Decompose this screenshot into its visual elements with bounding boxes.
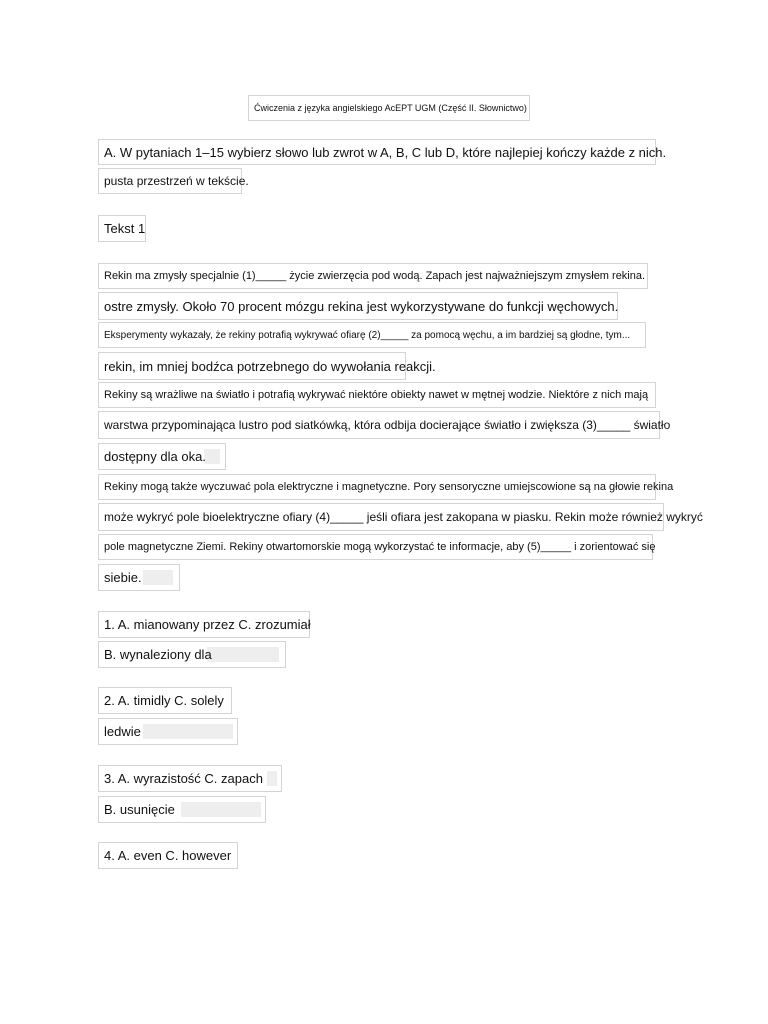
instructions-line-1-text: A. W pytaniach 1–15 wybierz słowo lub zwrot w A, B, C lub D, które najlepiej kończy każde z nich.	[104, 144, 667, 160]
question-1-line-1	[98, 611, 310, 638]
passage-line-5-text: Rekiny są wrażliwe na światło i potrafią wykrywać niektóre obiekty nawet w mętnej wodzie. Niektóre z nich mają	[104, 389, 649, 401]
highlight-shade	[267, 771, 277, 786]
passage-line-10-text: pole magnetyczne Ziemi. Rekiny otwartomorskie mogą wykorzystać te informacje, aby (5)_____ i zorientować się	[104, 541, 656, 553]
question-3-option-b-text: B. usunięcie	[104, 802, 175, 817]
question-4-line-1	[98, 842, 238, 869]
passage-line-3-text: Eksperymenty wykazały, że rekiny potrafią wykrywać ofiarę (2)_____ za pomocą węchu, a im bardziej są głodne, tym...	[104, 329, 631, 341]
text-heading	[98, 215, 146, 242]
question-3-line-1	[98, 765, 282, 792]
passage-line-8	[98, 474, 674, 500]
passage-line-5	[98, 382, 656, 408]
passage-line-7	[98, 443, 226, 470]
passage-line-11-text: siebie.	[104, 570, 142, 585]
passage-line-4-text: rekin, im mniej bodźca potrzebnego do wywołania reakcji.	[104, 358, 436, 374]
page-title	[248, 95, 530, 121]
instructions-line-2-text: pusta przestrzeń w tekście.	[104, 174, 249, 188]
question-2-line-1	[98, 687, 232, 714]
page-title-text: Ćwiczenia z języka angielskiego AcEPT UGM (Część II. Słownictwo)	[254, 103, 527, 113]
question-3-line-2	[98, 796, 266, 823]
highlight-shade	[143, 724, 233, 739]
question-1-option-b-text: B. wynaleziony dla	[104, 647, 212, 662]
question-1-options-text: 1. A. mianowany przez C. zrozumiał	[104, 617, 311, 632]
passage-line-6	[98, 411, 671, 439]
passage-line-10	[98, 534, 656, 560]
passage-line-4	[98, 352, 436, 380]
question-2-options-text: 2. A. timidly C. solely	[104, 693, 224, 708]
passage-line-9	[98, 503, 703, 531]
highlight-shade	[143, 570, 173, 585]
question-1-line-2	[98, 641, 286, 668]
passage-line-2	[98, 292, 618, 320]
passage-line-1-text: Rekin ma zmysły specjalnie (1)_____ życie zwierzęcia pod wodą. Zapach jest najważniejszym zmysłem rekina.	[104, 270, 646, 282]
passage-line-7-text: dostępny dla oka.	[104, 449, 206, 464]
highlight-shade	[204, 449, 220, 464]
question-2-option-b-text: ledwie	[104, 724, 141, 739]
question-4-options-text: 4. A. even C. however	[104, 848, 232, 863]
passage-line-9-text: może wykryć pole bioelektryczne ofiary (4)_____ jeśli ofiara jest zakopana w piasku. Rekin może również wykryć	[104, 510, 703, 524]
passage-line-8-text: Rekiny mogą także wyczuwać pola elektryczne i magnetyczne. Pory sensoryczne umiejscowione są na głowie rekina	[104, 481, 674, 493]
question-2-line-2	[98, 718, 238, 745]
passage-line-2-text: ostre zmysły. Około 70 procent mózgu rekina jest wykorzystywane do funkcji węchowych.	[104, 298, 619, 314]
passage-line-3	[98, 322, 646, 348]
text-heading-text: Tekst 1	[104, 221, 146, 236]
passage-line-1	[98, 263, 648, 289]
instructions-line-2	[98, 168, 249, 194]
highlight-shade	[181, 802, 261, 817]
passage-line-6-text: warstwa przypominająca lustro pod siatkówką, która odbija docierające światło i zwiększa (3)_____ światło	[104, 418, 671, 432]
passage-line-11	[98, 564, 180, 591]
instructions-line-1	[98, 139, 667, 165]
highlight-shade	[207, 647, 279, 662]
question-3-options-text: 3. A. wyrazistość C. zapach	[104, 771, 263, 786]
